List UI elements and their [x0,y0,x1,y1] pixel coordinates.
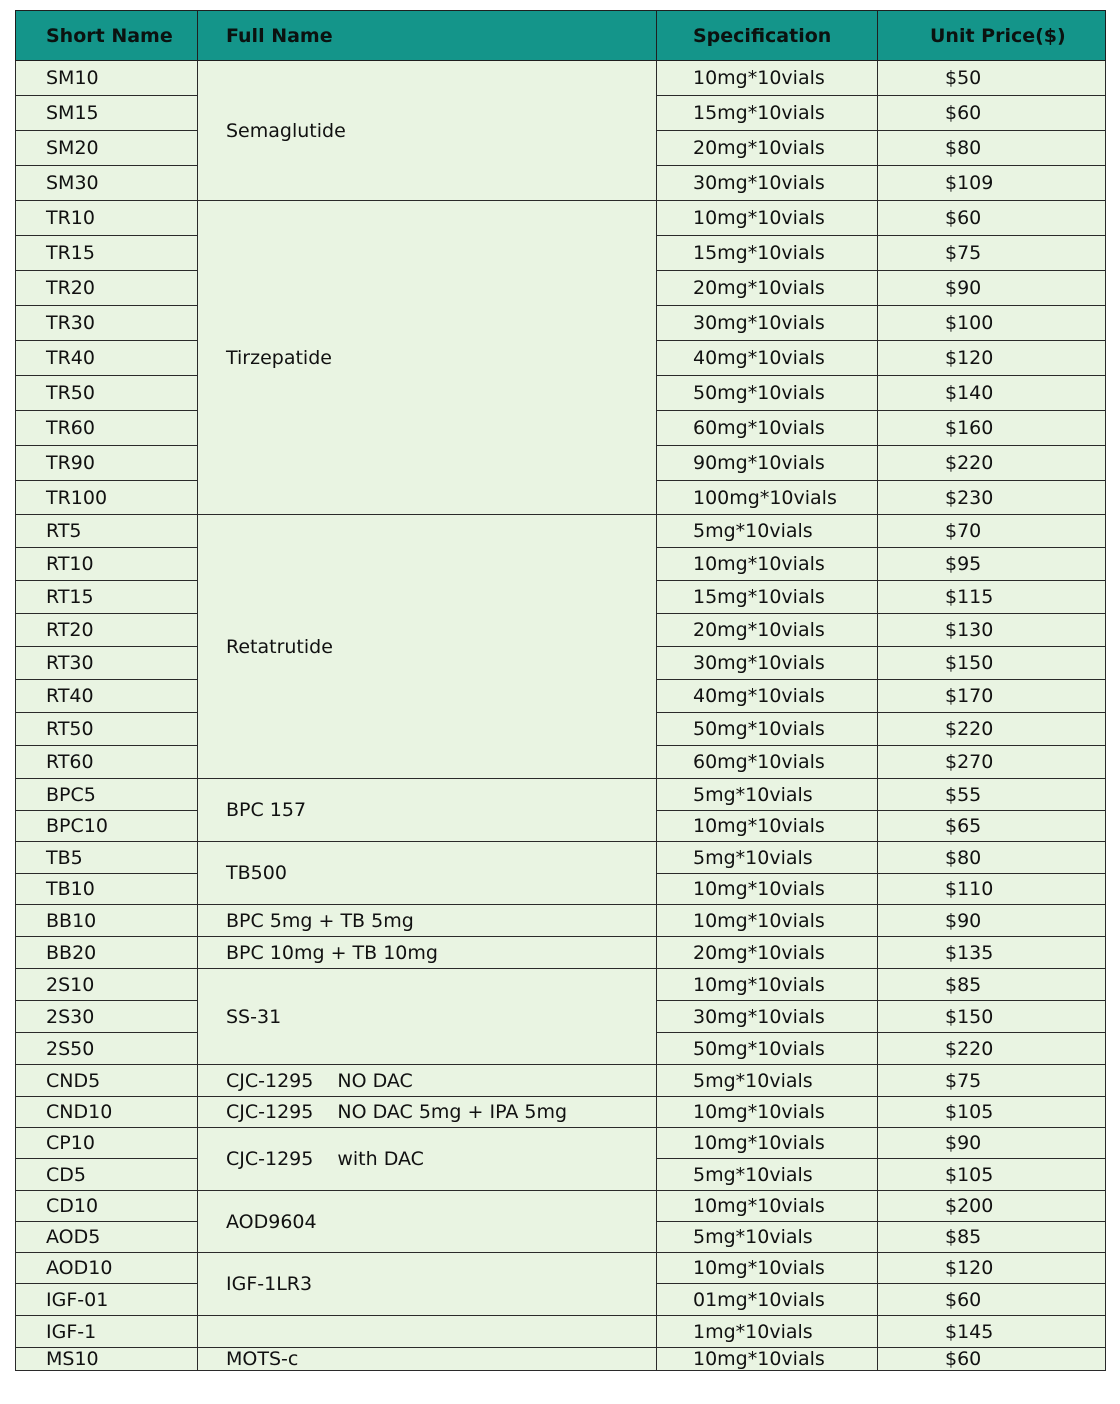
specification-cell: 20mg*10vials [657,271,878,306]
full-name-cell [198,1065,657,1097]
unit-price-cell: $60 [878,96,1106,131]
unit-price-cell: $65 [878,811,1106,842]
unit-price-cell: $90 [878,271,1106,306]
specification-cell: 10mg*10vials [657,1253,878,1284]
short-name-cell: IGF-01 [16,1284,198,1316]
specification-cell: 5mg*10vials [657,1159,878,1191]
unit-price-cell: $80 [878,131,1106,166]
unit-price-cell: $60 [878,1284,1106,1316]
specification-cell: 10mg*10vials [657,1191,878,1222]
header-row [16,11,1106,61]
unit-price-cell: $85 [878,969,1106,1001]
specification-cell: 10mg*10vials [657,905,878,937]
short-name-cell: CD10 [16,1191,198,1222]
specification-cell: 15mg*10vials [657,236,878,271]
full-name-part: with DAC [337,1148,424,1170]
unit-price-cell: $105 [878,1097,1106,1128]
table-row [16,1316,1106,1348]
specification-cell: 5mg*10vials [657,842,878,874]
short-name-cell: TR30 [16,306,198,341]
short-name-cell: MS10 [16,1348,198,1371]
table-row [16,1348,1106,1371]
specification-cell: 10mg*10vials [657,61,878,96]
price-table-container [15,10,1105,1371]
specification-cell: 50mg*10vials [657,376,878,411]
specification-cell: 5mg*10vials [657,1065,878,1097]
table-row [16,1253,1106,1284]
short-name-cell: AOD10 [16,1253,198,1284]
unit-price-cell: $220 [878,713,1106,746]
table-row [16,779,1106,811]
specification-cell: 20mg*10vials [657,614,878,647]
specification-cell: 15mg*10vials [657,96,878,131]
specification-cell: 30mg*10vials [657,1001,878,1033]
table-row [16,937,1106,969]
short-name-cell: TR20 [16,271,198,306]
short-name-cell: BB20 [16,937,198,969]
unit-price-cell: $170 [878,680,1106,713]
header-full-name: Full Name [198,11,657,61]
specification-cell: 20mg*10vials [657,937,878,969]
short-name-cell: BPC5 [16,779,198,811]
short-name-cell: AOD5 [16,1222,198,1253]
unit-price-cell: $230 [878,481,1106,515]
unit-price-cell: $115 [878,581,1106,614]
unit-price-cell: $55 [878,779,1106,811]
unit-price-cell: $140 [878,376,1106,411]
header-unit-price: Unit Price($) [878,11,1106,61]
short-name-cell: 2S10 [16,969,198,1001]
full-name-cell: BPC 10mg + TB 10mg [198,937,657,969]
unit-price-cell: $70 [878,515,1106,548]
short-name-cell: RT5 [16,515,198,548]
table-row [16,842,1106,874]
specification-cell: 15mg*10vials [657,581,878,614]
full-name-cell: Retatrutide [198,515,657,779]
short-name-cell: RT15 [16,581,198,614]
unit-price-cell: $105 [878,1159,1106,1191]
full-name-part: CJC-1295 [226,1069,314,1092]
specification-cell: 5mg*10vials [657,1222,878,1253]
short-name-cell: CD5 [16,1159,198,1191]
full-name-cell: SS-31 [198,969,657,1065]
full-name-cell: TB500 [198,842,657,905]
short-name-cell: CP10 [16,1128,198,1159]
unit-price-cell: $220 [878,1033,1106,1065]
price-table [15,10,1106,1371]
unit-price-cell: $150 [878,647,1106,680]
unit-price-cell: $60 [878,1348,1106,1371]
unit-price-cell: $120 [878,1253,1106,1284]
unit-price-cell: $85 [878,1222,1106,1253]
short-name-cell: RT60 [16,746,198,779]
table-row [16,1065,1106,1097]
full-name-part: NO DAC 5mg + IPA 5mg [337,1101,568,1123]
table-row [16,905,1106,937]
full-name-cell [198,1316,657,1348]
short-name-cell: CND10 [16,1097,198,1128]
full-name-part: CJC-1295 [226,1148,314,1170]
short-name-cell: TB5 [16,842,198,874]
short-name-cell: RT20 [16,614,198,647]
short-name-cell: 2S30 [16,1001,198,1033]
specification-cell: 01mg*10vials [657,1284,878,1316]
unit-price-cell: $75 [878,1065,1106,1097]
unit-price-cell: $150 [878,1001,1106,1033]
specification-cell: 60mg*10vials [657,746,878,779]
short-name-cell: SM10 [16,61,198,96]
table-row [16,61,1106,96]
unit-price-cell: $109 [878,166,1106,201]
full-name-cell: AOD9604 [198,1191,657,1253]
unit-price-cell: $100 [878,306,1106,341]
unit-price-cell: $200 [878,1191,1106,1222]
unit-price-cell: $60 [878,201,1106,236]
specification-cell: 30mg*10vials [657,306,878,341]
full-name-cell: MOTS-c [198,1348,657,1371]
unit-price-cell: $160 [878,411,1106,446]
short-name-cell: TR10 [16,201,198,236]
unit-price-cell: $110 [878,874,1106,905]
specification-cell: 5mg*10vials [657,515,878,548]
short-name-cell: 2S50 [16,1033,198,1065]
unit-price-cell: $120 [878,341,1106,376]
short-name-cell: TR15 [16,236,198,271]
full-name-cell [198,1128,657,1191]
specification-cell: 50mg*10vials [657,713,878,746]
full-name-cell: IGF-1LR3 [198,1253,657,1316]
specification-cell: 5mg*10vials [657,779,878,811]
specification-cell: 30mg*10vials [657,166,878,201]
short-name-cell: BB10 [16,905,198,937]
header-short-name: Short Name [16,11,198,61]
full-name-cell: BPC 157 [198,779,657,842]
short-name-cell: SM20 [16,131,198,166]
specification-cell: 90mg*10vials [657,446,878,481]
specification-cell: 10mg*10vials [657,201,878,236]
short-name-cell: TR90 [16,446,198,481]
unit-price-cell: $95 [878,548,1106,581]
unit-price-cell: $270 [878,746,1106,779]
table-body [16,61,1106,1371]
full-name-part: CJC-1295 [226,1101,314,1123]
short-name-cell: CND5 [16,1065,198,1097]
table-row [16,1097,1106,1128]
specification-cell: 10mg*10vials [657,874,878,905]
specification-cell: 10mg*10vials [657,811,878,842]
short-name-cell: RT30 [16,647,198,680]
specification-cell: 60mg*10vials [657,411,878,446]
header-specification: Specification [657,11,878,61]
specification-cell: 20mg*10vials [657,131,878,166]
short-name-cell: RT50 [16,713,198,746]
specification-cell: 1mg*10vials [657,1316,878,1348]
unit-price-cell: $90 [878,1128,1106,1159]
unit-price-cell: $75 [878,236,1106,271]
short-name-cell: TB10 [16,874,198,905]
short-name-cell: SM15 [16,96,198,131]
short-name-cell: IGF-1 [16,1316,198,1348]
table-row [16,969,1106,1001]
specification-cell: 40mg*10vials [657,341,878,376]
specification-cell: 10mg*10vials [657,1128,878,1159]
short-name-cell: RT10 [16,548,198,581]
table-row [16,201,1106,236]
full-name-cell: Tirzepatide [198,201,657,515]
table-row [16,515,1106,548]
short-name-cell: TR60 [16,411,198,446]
full-name-cell [198,1097,657,1128]
full-name-part: NO DAC [337,1069,413,1092]
specification-cell: 40mg*10vials [657,680,878,713]
full-name-cell: Semaglutide [198,61,657,201]
specification-cell: 50mg*10vials [657,1033,878,1065]
table-row [16,1128,1106,1159]
table-row [16,1191,1106,1222]
short-name-cell: BPC10 [16,811,198,842]
short-name-cell: TR100 [16,481,198,515]
short-name-cell: TR40 [16,341,198,376]
short-name-cell: TR50 [16,376,198,411]
short-name-cell: RT40 [16,680,198,713]
unit-price-cell: $145 [878,1316,1106,1348]
unit-price-cell: $130 [878,614,1106,647]
specification-cell: 10mg*10vials [657,1348,878,1371]
unit-price-cell: $135 [878,937,1106,969]
unit-price-cell: $80 [878,842,1106,874]
full-name-cell: BPC 5mg + TB 5mg [198,905,657,937]
specification-cell: 10mg*10vials [657,1097,878,1128]
short-name-cell: SM30 [16,166,198,201]
specification-cell: 100mg*10vials [657,481,878,515]
specification-cell: 10mg*10vials [657,969,878,1001]
unit-price-cell: $50 [878,61,1106,96]
unit-price-cell: $90 [878,905,1106,937]
specification-cell: 30mg*10vials [657,647,878,680]
specification-cell: 10mg*10vials [657,548,878,581]
unit-price-cell: $220 [878,446,1106,481]
